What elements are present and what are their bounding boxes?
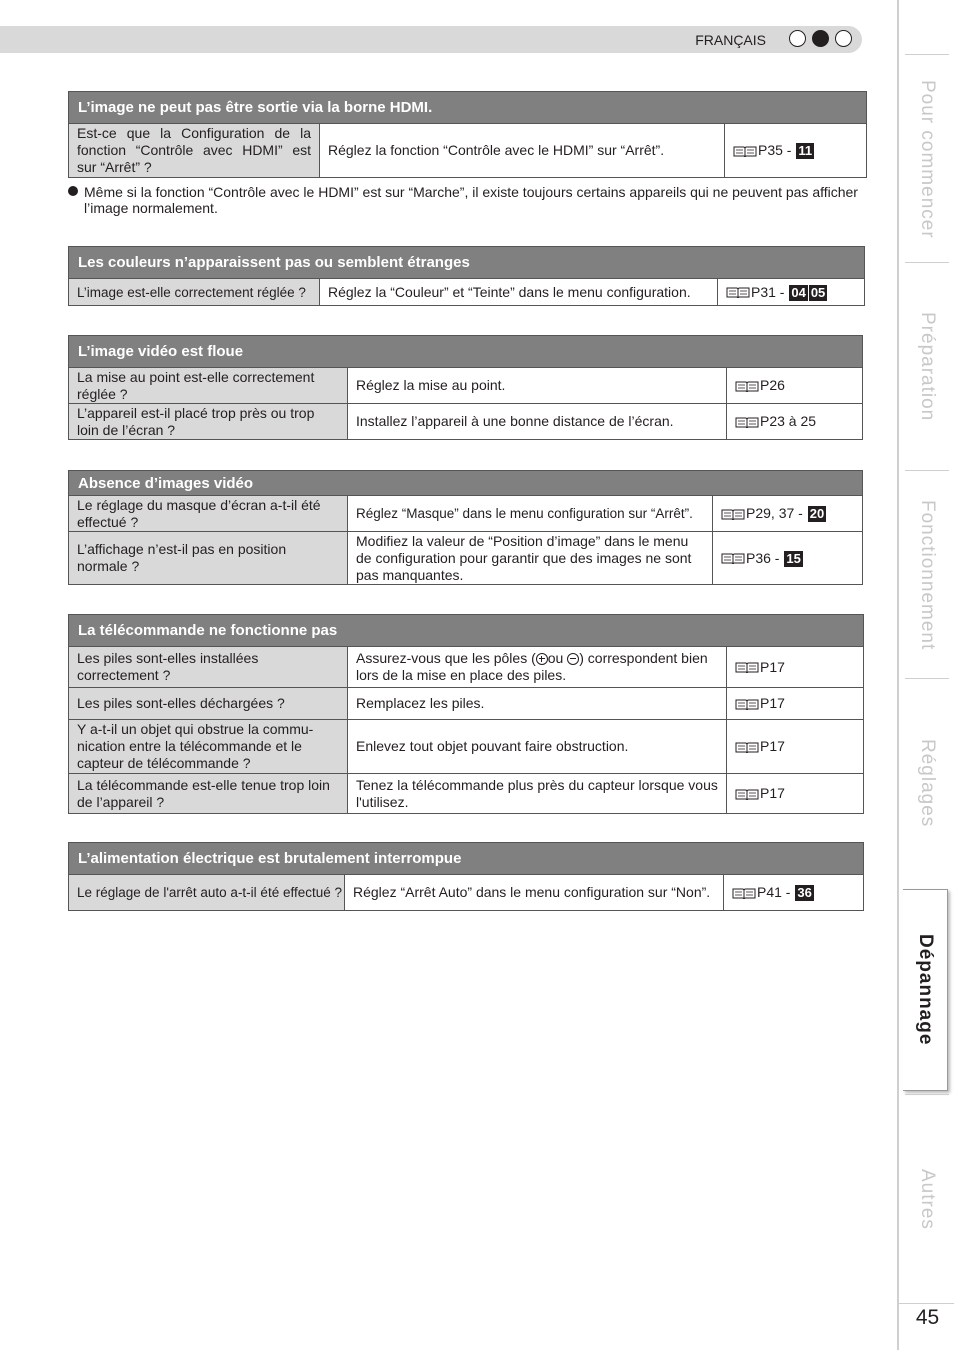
setting-badge: 15: [786, 550, 801, 566]
reference-cell: [727, 647, 864, 688]
table-title: Absence d’images vidéo: [69, 471, 863, 496]
reference-page: P26: [760, 377, 785, 393]
language-dot-icon: [835, 30, 852, 47]
reference-cell: [713, 496, 863, 532]
question-cell: Les piles sont-elles déchargées ?: [69, 688, 348, 720]
table-row: [69, 532, 863, 585]
reference-page: P31 -: [751, 283, 785, 300]
language-dot-icon: [789, 30, 806, 47]
setting-badge: 05: [810, 284, 826, 300]
solution-cell: Assurez-vous que les pôles ( ou ) correspondent bien lors de la mise en place des piles.: [348, 647, 727, 688]
reference-cell: [727, 688, 864, 720]
question-cell: Le réglage de l'arrêt auto a-t-il été effectué ?: [69, 875, 345, 911]
bullet-icon: [68, 186, 78, 196]
manual-book-icon: [732, 888, 756, 899]
solution-cell: Enlevez tout objet pouvant faire obstruction.: [348, 720, 727, 774]
question-cell: L’image est-elle correctement réglée ?: [69, 279, 320, 306]
tab-autres[interactable]: Autres: [905, 1094, 949, 1303]
solution-cell: Remplacez les piles.: [348, 688, 727, 720]
question-cell: Est-ce que la Configuration de la fonction “Contrôle avec HDMI” est sur “Arrêt” ?: [69, 124, 320, 178]
table-row: [69, 688, 864, 720]
language-label: FRANÇAIS: [695, 32, 766, 48]
hdmi-note: [68, 184, 886, 216]
reference-cell: [713, 532, 863, 585]
table-title: L’alimentation électrique est brutalement interrompue: [69, 843, 864, 875]
table-row: [69, 774, 864, 814]
table-alimentation: [68, 842, 864, 911]
question-cell: L’appareil est-il placé trop près ou trop loin de l’écran ?: [69, 404, 348, 440]
table-row: [69, 720, 864, 774]
manual-book-icon: [735, 381, 759, 392]
language-indicator: [789, 30, 852, 47]
minus-pole-icon: [567, 653, 579, 665]
question-cell: La télécommande est-elle tenue trop loin de l’appareil ?: [69, 774, 348, 814]
tab-fonctionnement[interactable]: Fonctionnement: [905, 470, 949, 679]
table-floue: [68, 335, 863, 440]
header-bar: [0, 26, 862, 53]
reference-cell: [725, 124, 867, 178]
table-title: La télécommande ne fonctionne pas: [69, 615, 864, 647]
reference-cell: [727, 404, 863, 440]
manual-book-icon: [735, 662, 759, 673]
solution-cell: Installez l’appareil à une bonne distance de l’écran.: [348, 404, 727, 440]
reference-cell: [727, 720, 864, 774]
reference-page: P17: [760, 785, 785, 801]
table-title: L’image ne peut pas être sortie via la borne HDMI.: [69, 92, 867, 124]
solution-cell: Tenez la télécommande plus près du capteur lorsque vous l'utilisez.: [348, 774, 727, 814]
language-dot-active-icon: [812, 30, 829, 47]
table-row: [69, 368, 863, 404]
manual-book-icon: [721, 509, 745, 520]
question-cell: L’affichage n’est-il pas en position normale ?: [69, 532, 348, 585]
manual-book-icon: [735, 789, 759, 800]
manual-book-icon: [735, 742, 759, 753]
manual-book-icon: [721, 553, 745, 564]
manual-book-icon: [735, 699, 759, 710]
question-cell: Y a-t-il un objet qui obstrue la commu-nication entre la télécommande et le capteur de télécommande ?: [69, 720, 348, 774]
solution-cell: Réglez la “Couleur” et “Teinte” dans le menu configuration.: [320, 279, 718, 306]
table-hdmi: [68, 91, 867, 178]
reference-page: P17: [760, 658, 785, 675]
table-row: [69, 279, 865, 306]
tab-depannage[interactable]: Dépannage: [903, 889, 948, 1091]
tab-reglages[interactable]: Réglages: [905, 678, 949, 887]
reference-page: P36 -: [746, 549, 780, 566]
reference-page: P17: [760, 695, 785, 711]
setting-badge: 20: [809, 506, 825, 521]
manual-book-icon: [733, 146, 757, 157]
page-number: 45: [899, 1303, 954, 1330]
table-row: [69, 875, 864, 911]
question-cell: Le réglage du masque d’écran a-t-il été effectué ?: [69, 496, 348, 532]
solution-cell: Réglez “Masque” dans le menu configuration sur “Arrêt”.: [348, 496, 713, 532]
solution-cell: Réglez “Arrêt Auto” dans le menu configuration sur “Non”.: [345, 875, 724, 911]
table-absence: [68, 470, 863, 585]
tab-preparation[interactable]: Préparation: [905, 262, 949, 471]
question-cell: Les piles sont-elles installées correctement ?: [69, 647, 348, 688]
solution-cell: Réglez la mise au point.: [348, 368, 727, 404]
manual-book-icon: [735, 417, 759, 428]
table-telecommande: [68, 614, 864, 814]
solution-cell: Réglez la fonction “Contrôle avec le HDMI” sur “Arrêt”.: [320, 124, 725, 178]
table-row: [69, 496, 863, 532]
reference-cell: [724, 875, 864, 911]
reference-cell: [727, 368, 863, 404]
solution-cell: Modifiez la valeur de “Position d’image” dans le menu de configuration pour garantir que des images ne sont pas manquantes.: [348, 532, 713, 585]
reference-page: P35 -: [758, 142, 792, 158]
setting-badge: 11: [798, 143, 813, 158]
reference-cell: [727, 774, 864, 814]
table-title: L’image vidéo est floue: [69, 336, 863, 368]
reference-page: P17: [760, 738, 785, 754]
question-cell: La mise au point est-elle correctement réglée ?: [69, 368, 348, 404]
chapter-sidebar: [897, 0, 954, 1350]
note-text: Même si la fonction “Contrôle avec le HDMI” est sur “Marche”, il existe toujours certains appareils qui ne peuvent pas afficher l’image normalement.: [84, 184, 858, 216]
table-title: Les couleurs n’apparaissent pas ou semblent étranges: [69, 247, 865, 279]
reference-page: P41 -: [757, 884, 791, 900]
table-row: [69, 404, 863, 440]
table-couleurs: [68, 246, 865, 306]
table-row: [69, 647, 864, 688]
manual-book-icon: [726, 287, 750, 298]
reference-page: P29, 37 -: [746, 505, 803, 521]
reference-cell: [718, 279, 865, 306]
setting-badge: 04: [791, 284, 806, 300]
setting-badge: 36: [797, 885, 812, 900]
table-row: [69, 124, 867, 178]
tab-pour-commencer[interactable]: Pour commencer: [905, 54, 949, 263]
plus-pole-icon: [536, 653, 548, 665]
reference-page: P23 à 25: [760, 413, 817, 429]
